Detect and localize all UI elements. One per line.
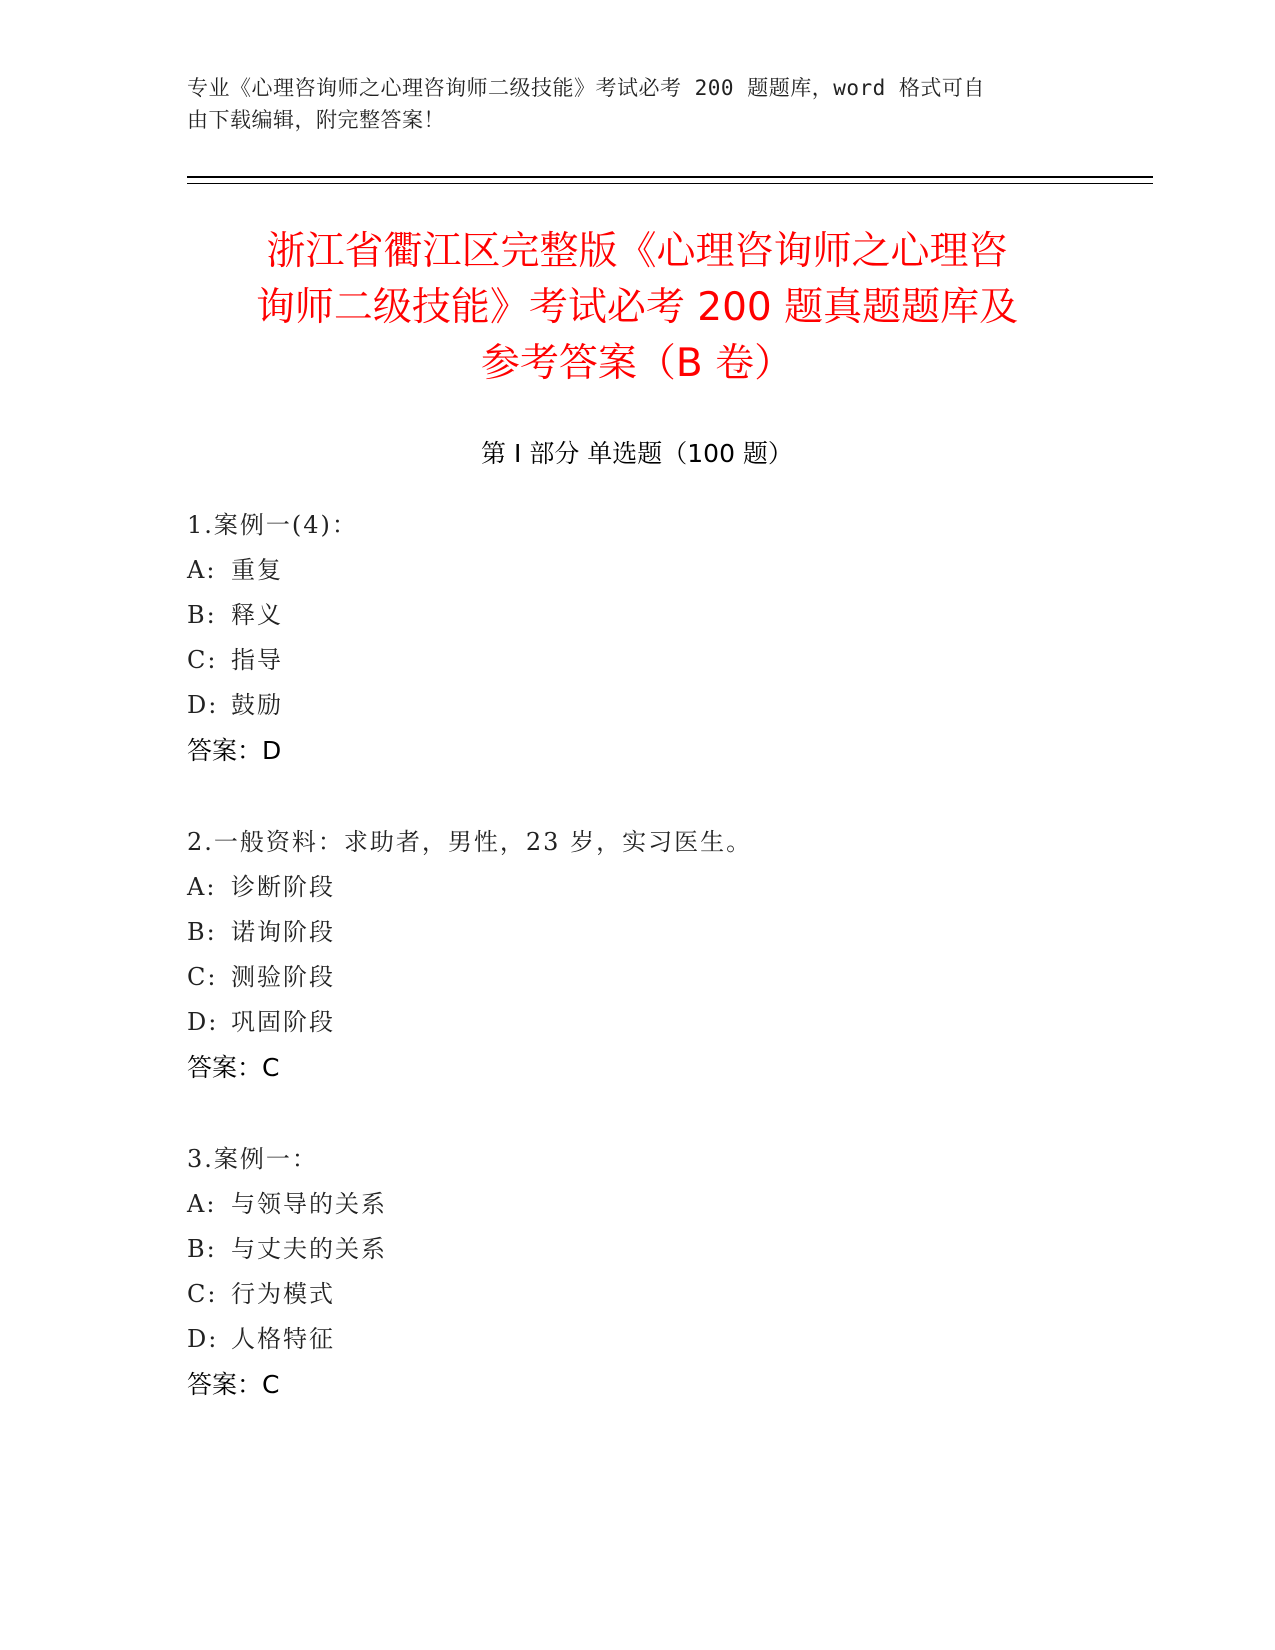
option-text: 释义 — [231, 601, 283, 629]
document-title-line-2: 询师二级技能》考试必考 200 题真题题库及 — [255, 285, 1019, 330]
answer-line: 答案：C — [187, 1370, 280, 1399]
option-text: 与丈夫的关系 — [231, 1235, 387, 1263]
option-text: 诺询阶段 — [231, 918, 335, 946]
option-letter: D: — [187, 691, 219, 719]
question-stem: 2.一般资料：求助者，男性，23 岁，实习医生。 — [187, 828, 753, 856]
header-note-line-2: 由下载编辑，附完整答案！ — [187, 108, 445, 132]
option-letter: A: — [187, 873, 217, 901]
option-letter: C: — [187, 1280, 218, 1308]
question-2 — [187, 820, 1087, 1090]
option-text: 鼓励 — [231, 691, 283, 719]
option-text: 诊断阶段 — [231, 873, 335, 901]
answer-line: 答案：C — [187, 1053, 280, 1082]
header-rule-thick — [187, 176, 1153, 178]
option-text: 与领导的关系 — [231, 1190, 387, 1218]
document-title-line-3: 参考答案（B 卷） — [480, 341, 794, 386]
option-letter: D: — [187, 1325, 219, 1353]
question-stem: 1.案例一(4)： — [187, 511, 358, 539]
option-text: 指导 — [231, 646, 283, 674]
document-title — [187, 224, 1087, 392]
header-rule-thin — [187, 183, 1153, 184]
option-letter: C: — [187, 646, 218, 674]
question-3 — [187, 1137, 1087, 1407]
option-c — [187, 1272, 1087, 1317]
option-d — [187, 683, 1087, 728]
document-title-line-1: 浙江省衢江区完整版《心理咨询师之心理咨 — [266, 229, 1008, 274]
option-text: 人格特征 — [231, 1325, 335, 1353]
option-d — [187, 1000, 1087, 1045]
option-text: 测验阶段 — [231, 963, 335, 991]
option-a — [187, 548, 1087, 593]
header-note-line-1: 专业《心理咨询师之心理咨询师二级技能》考试必考 200 题题库，word 格式可自 — [187, 76, 985, 100]
option-a — [187, 865, 1087, 910]
option-text: 行为模式 — [231, 1280, 335, 1308]
option-text: 巩固阶段 — [231, 1008, 335, 1036]
section-heading: 第 I 部分 单选题（100 题） — [481, 439, 793, 468]
option-d — [187, 1317, 1087, 1362]
option-a — [187, 1182, 1087, 1227]
question-stem: 3.案例一： — [187, 1145, 318, 1173]
option-b — [187, 910, 1087, 955]
option-b — [187, 1227, 1087, 1272]
answer-line: 答案：D — [187, 736, 282, 765]
header-note — [187, 72, 1067, 136]
question-1 — [187, 503, 1087, 773]
option-c — [187, 955, 1087, 1000]
option-letter: A: — [187, 1190, 217, 1218]
option-c — [187, 638, 1087, 683]
option-text: 重复 — [231, 556, 283, 584]
option-letter: C: — [187, 963, 218, 991]
option-letter: A: — [187, 556, 217, 584]
option-letter: B: — [187, 601, 217, 629]
option-b — [187, 593, 1087, 638]
option-letter: D: — [187, 1008, 219, 1036]
option-letter: B: — [187, 918, 217, 946]
option-letter: B: — [187, 1235, 217, 1263]
